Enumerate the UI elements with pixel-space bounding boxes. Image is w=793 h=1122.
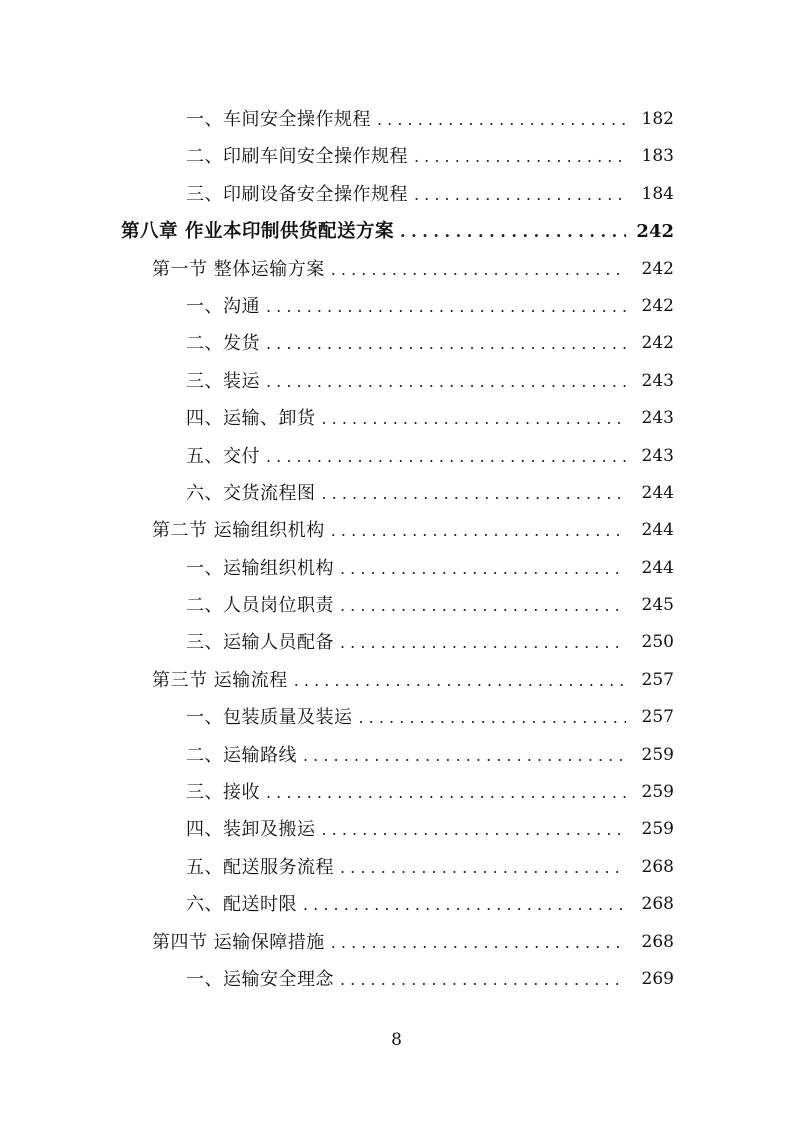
toc-entry-page-number: 184 (641, 183, 674, 204)
toc-dot-leader (340, 961, 626, 998)
toc-item-entry[interactable] (0, 550, 793, 587)
toc-dot-leader (331, 924, 626, 961)
toc-entry-title: 一、沟通 (186, 295, 260, 317)
toc-item-entry[interactable] (0, 288, 793, 325)
toc-entry-page-number: 269 (641, 968, 674, 989)
toc-entry-title: 二、发货 (186, 333, 260, 355)
toc-dot-leader (331, 512, 626, 549)
toc-entry-title: 一、运输安全理念 (186, 968, 334, 990)
toc-entry-page-number: 183 (641, 146, 674, 167)
toc-dot-leader (340, 587, 626, 624)
toc-entry-page-number: 245 (641, 595, 674, 616)
toc-entry-title: 四、运输、卸货 (186, 408, 316, 430)
toc-dot-leader (294, 662, 626, 699)
toc-entry-title: 第八章 作业本印制供货配送方案 (121, 221, 394, 243)
toc-entry-page-number: 242 (641, 258, 674, 279)
toc-item-entry[interactable] (0, 475, 793, 512)
toc-entry-title: 四、装卸及搬运 (186, 819, 316, 841)
toc-entry-page-number: 257 (641, 669, 674, 690)
toc-entry-title: 五、配送服务流程 (186, 856, 334, 878)
toc-entry-title: 二、印刷车间安全操作规程 (186, 146, 408, 168)
table-of-contents (0, 101, 793, 998)
toc-entry-page-number: 259 (641, 782, 674, 803)
toc-dot-leader (400, 213, 626, 250)
toc-entry-title: 三、印刷设备安全操作规程 (186, 183, 408, 205)
page-number: 8 (391, 1030, 402, 1050)
toc-section-entry[interactable] (0, 662, 793, 699)
toc-item-entry[interactable] (0, 176, 793, 213)
toc-entry-page-number: 268 (641, 931, 674, 952)
toc-dot-leader (266, 325, 626, 362)
toc-dot-leader (322, 400, 627, 437)
toc-item-entry[interactable] (0, 961, 793, 998)
toc-entry-page-number: 243 (641, 370, 674, 391)
toc-item-entry[interactable] (0, 886, 793, 923)
toc-dot-leader (303, 886, 626, 923)
toc-entry-page-number: 244 (641, 482, 674, 503)
toc-entry-title: 二、运输路线 (186, 744, 297, 766)
toc-item-entry[interactable] (0, 587, 793, 624)
toc-entry-title: 一、车间安全操作规程 (186, 109, 371, 130)
toc-entry-page-number: 243 (641, 408, 674, 429)
toc-item-entry[interactable] (0, 138, 793, 175)
toc-entry-page-number: 242 (636, 221, 674, 243)
toc-entry-title: 第二节 运输组织机构 (152, 520, 325, 542)
toc-dot-leader (266, 363, 626, 400)
toc-entry-title: 三、运输人员配备 (186, 632, 334, 654)
toc-entry-title: 二、人员岗位职责 (186, 595, 334, 617)
toc-dot-leader (414, 176, 626, 213)
toc-item-entry[interactable] (0, 699, 793, 736)
toc-item-entry[interactable] (0, 325, 793, 362)
toc-dot-leader (322, 475, 627, 512)
toc-entry-page-number: 268 (641, 894, 674, 915)
toc-item-entry[interactable] (0, 737, 793, 774)
toc-item-entry[interactable] (0, 774, 793, 811)
toc-dot-leader (377, 101, 626, 138)
toc-entry-title: 第三节 运输流程 (152, 669, 288, 691)
toc-entry-title: 第四节 运输保障措施 (152, 931, 325, 953)
toc-entry-title: 三、接收 (186, 782, 260, 804)
toc-dot-leader (322, 811, 627, 848)
toc-chapter-entry[interactable] (0, 213, 793, 250)
toc-dot-leader (266, 438, 626, 475)
toc-entry-page-number: 250 (641, 632, 674, 653)
toc-entry-title: 三、装运 (186, 370, 260, 392)
toc-section-entry[interactable] (0, 251, 793, 288)
toc-entry-page-number: 182 (641, 109, 674, 129)
toc-entry-title: 第一节 整体运输方案 (152, 258, 325, 280)
toc-entry-page-number: 257 (641, 707, 674, 728)
toc-item-entry[interactable] (0, 811, 793, 848)
toc-section-entry[interactable] (0, 924, 793, 961)
toc-entry-page-number: 259 (641, 819, 674, 840)
toc-dot-leader (340, 849, 626, 886)
toc-entry-page-number: 243 (641, 445, 674, 466)
toc-dot-leader (340, 624, 626, 661)
toc-dot-leader (359, 699, 627, 736)
toc-entry-page-number: 268 (641, 856, 674, 877)
toc-dot-leader (340, 550, 626, 587)
toc-entry-page-number: 242 (641, 333, 674, 354)
toc-dot-leader (266, 774, 626, 811)
toc-dot-leader (303, 737, 626, 774)
toc-item-entry[interactable] (0, 101, 793, 138)
toc-item-entry[interactable] (0, 363, 793, 400)
toc-entry-title: 五、交付 (186, 445, 260, 467)
toc-item-entry[interactable] (0, 849, 793, 886)
toc-entry-page-number: 244 (641, 557, 674, 578)
toc-dot-leader (331, 251, 626, 288)
toc-entry-title: 六、交货流程图 (186, 482, 316, 504)
toc-entry-title: 一、运输组织机构 (186, 557, 334, 579)
toc-item-entry[interactable] (0, 438, 793, 475)
toc-entry-page-number: 259 (641, 744, 674, 765)
toc-item-entry[interactable] (0, 624, 793, 661)
toc-section-entry[interactable] (0, 512, 793, 549)
toc-entry-page-number: 244 (641, 520, 674, 541)
toc-entry-title: 一、包装质量及装运 (186, 707, 353, 729)
toc-entry-page-number: 242 (641, 295, 674, 316)
toc-item-entry[interactable] (0, 400, 793, 437)
toc-dot-leader (414, 138, 626, 175)
toc-dot-leader (266, 288, 626, 325)
toc-entry-title: 六、配送时限 (186, 894, 297, 916)
